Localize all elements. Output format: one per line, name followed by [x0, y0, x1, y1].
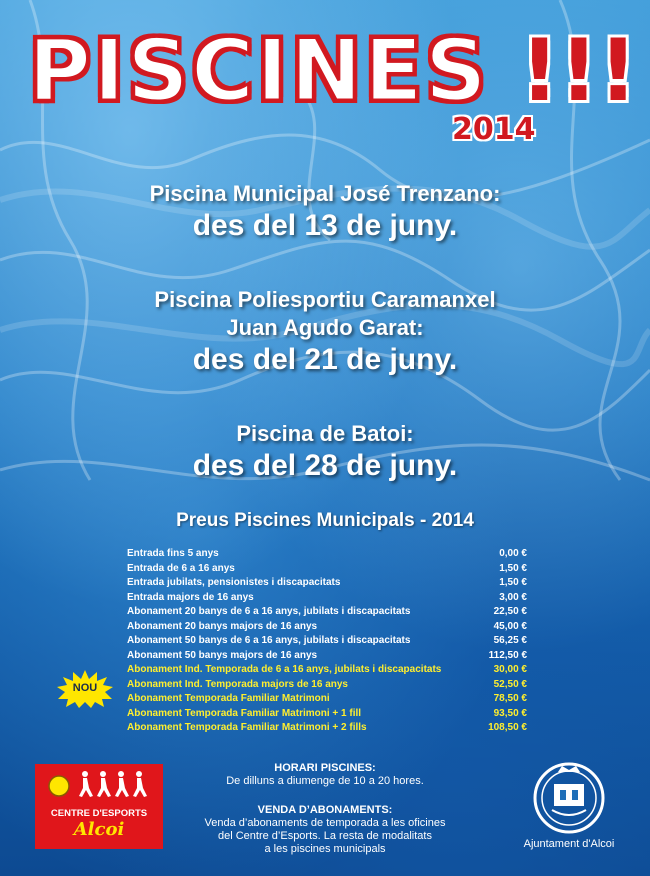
price-row [127, 576, 527, 591]
price-amount: 93,50 € [493, 707, 527, 719]
price-label: Abonament 20 banys de 6 a 16 anys, jubilats i discapacitats [127, 606, 411, 617]
price-row-new [127, 721, 527, 736]
price-row [127, 605, 527, 620]
price-row-new [127, 707, 527, 722]
venue-name-line2: Juan Agudo Garat: [226, 315, 424, 340]
new-badge-label: NOU [72, 682, 98, 694]
prices-title: Preus Piscines Municipals - 2014 [176, 510, 474, 531]
price-amount: 30,00 € [493, 664, 527, 675]
venue-date: des del 13 de juny. [192, 209, 458, 242]
title-exclamations: !!! [520, 21, 638, 121]
price-amount: 3,00 € [499, 591, 527, 603]
price-label: Abonament 50 banys majors de 16 anys [127, 649, 318, 661]
price-label: Abonament Temporada Familiar Matrimoni [127, 693, 330, 704]
price-label: Abonament Temporada Familiar Matrimoni + 2 fills [127, 722, 367, 733]
price-amount: 1,50 € [499, 577, 527, 588]
venue-name: Piscina Poliesportiu Caramanxel [154, 287, 496, 312]
price-amount: 0,00 € [499, 548, 527, 559]
price-amount: 1,50 € [499, 562, 527, 574]
price-label: Abonament Temporada Familiar Matrimoni + 1 fill [127, 707, 362, 719]
venue-date: des del 21 de juny. [192, 343, 458, 376]
ajuntament-logo [524, 760, 614, 860]
venue-date: des del 28 de juny. [192, 449, 458, 482]
sales-line: a les piscines municipals [264, 843, 386, 855]
venue-name: Piscina Municipal José Trenzano: [149, 181, 501, 206]
price-row [127, 591, 527, 606]
price-row [127, 620, 527, 635]
ajuntament-label: Ajuntament d'Alcoi [523, 838, 615, 850]
sales-line: del Centre d’Esports. La resta de modalitats [217, 830, 432, 842]
runners-icon [35, 764, 163, 808]
price-row [127, 649, 527, 664]
price-row-new [127, 663, 527, 678]
price-amount: 112,50 € [488, 649, 527, 661]
price-amount: 52,50 € [493, 678, 527, 690]
price-label: Entrada de 6 a 16 anys [127, 562, 235, 574]
price-label: Entrada jubilats, pensionistes i discapacitats [127, 577, 341, 588]
coat-of-arms-icon [524, 760, 614, 836]
price-label: Abonament 50 banys de 6 a 16 anys, jubilats i discapacitats [127, 635, 411, 646]
sales-heading: VENDA D’ABONAMENTS: [257, 804, 393, 816]
schedule-text: De dilluns a diumenge de 10 a 20 hores. [226, 775, 424, 787]
venue-batoi [0, 420, 650, 484]
sales-line: Venda d’abonaments de temporada a les oficines [204, 817, 446, 829]
venue-trenzano [0, 180, 650, 244]
centre-esports-label: CENTRE D'ESPORTS [50, 808, 148, 819]
price-amount: 45,00 € [493, 620, 527, 632]
price-row-new [127, 678, 527, 693]
price-row [127, 634, 527, 649]
price-label: Abonament Ind. Temporada de 6 a 16 anys, jubilats i discapacitats [127, 664, 442, 675]
price-amount: 56,25 € [493, 635, 527, 646]
title-year: 2014 [452, 112, 536, 147]
price-row [127, 547, 527, 562]
venue-name: Piscina de Batoi: [236, 421, 414, 446]
price-label: Entrada fins 5 anys [127, 548, 219, 559]
price-label: Entrada majors de 16 anys [127, 591, 254, 603]
price-label: Abonament Ind. Temporada majors de 16 anys [127, 678, 348, 690]
price-label: Abonament 20 banys majors de 16 anys [127, 620, 318, 632]
poster-title: PISCINES [28, 21, 489, 121]
schedule-heading: HORARI PISCINES: [274, 762, 376, 774]
price-amount: 108,50 € [488, 722, 527, 733]
venue-caramanxel [0, 286, 650, 378]
centre-esports-logo [35, 764, 163, 849]
price-table [127, 547, 527, 736]
centre-esports-city: Alcoi [73, 819, 125, 840]
schedule-block [170, 762, 480, 788]
price-amount: 22,50 € [493, 606, 527, 617]
price-row [127, 562, 527, 577]
price-amount: 78,50 € [493, 693, 527, 704]
price-row-new [127, 692, 527, 707]
sales-block [170, 804, 480, 856]
